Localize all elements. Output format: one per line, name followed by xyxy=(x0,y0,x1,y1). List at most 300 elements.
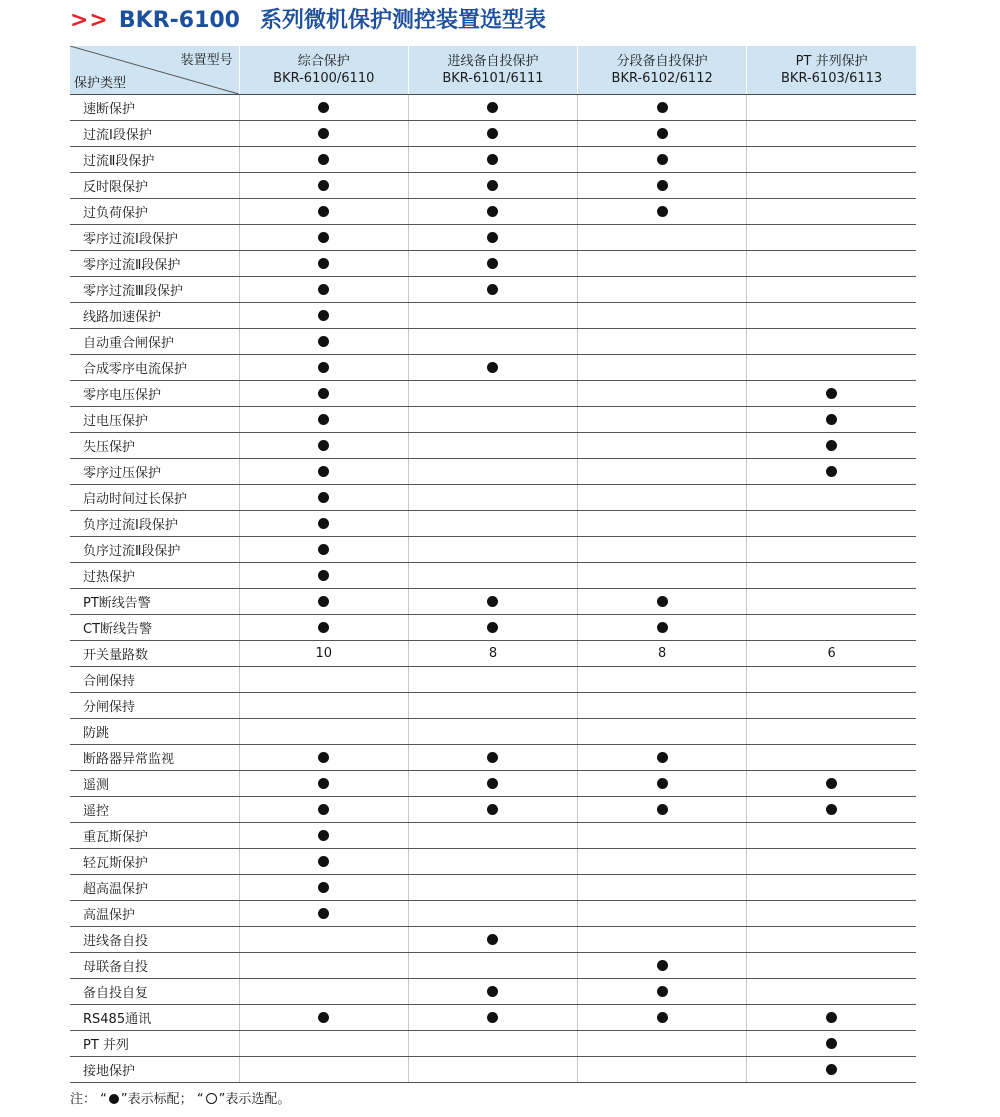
table-cell xyxy=(578,329,747,355)
table-cell xyxy=(747,121,916,147)
standard-dot-icon xyxy=(318,154,329,165)
table-cell xyxy=(239,95,408,121)
table-cell xyxy=(239,355,408,381)
table-cell xyxy=(239,199,408,225)
standard-dot-icon xyxy=(318,804,329,815)
table-cell xyxy=(239,589,408,615)
table-cell xyxy=(239,407,408,433)
corner-bottom-label: 保护类型 xyxy=(74,76,127,91)
table-cell xyxy=(578,381,747,407)
standard-dot-icon xyxy=(487,232,498,243)
standard-dot-icon xyxy=(318,908,329,919)
standard-dot-icon xyxy=(487,596,498,607)
table-cell xyxy=(408,797,577,823)
table-cell xyxy=(408,173,577,199)
row-label: 遥控 xyxy=(70,797,239,823)
row-label: 反时限保护 xyxy=(70,173,239,199)
standard-dot-icon xyxy=(109,1094,119,1104)
standard-dot-icon xyxy=(826,778,837,789)
table-cell xyxy=(578,485,747,511)
table-row xyxy=(70,771,916,797)
table-cell xyxy=(408,771,577,797)
row-label: 高温保护 xyxy=(70,901,239,927)
table-cell xyxy=(239,823,408,849)
table-row xyxy=(70,277,916,303)
row-label: 零序过流Ⅰ段保护 xyxy=(70,225,239,251)
row-label: 速断保护 xyxy=(70,95,239,121)
table-cell xyxy=(239,979,408,1005)
table-cell xyxy=(239,329,408,355)
row-label: 接地保护 xyxy=(70,1057,239,1083)
table-cell xyxy=(747,459,916,485)
standard-dot-icon xyxy=(318,206,329,217)
title-text: 系列微机保护测控装置选型表 xyxy=(260,8,547,33)
column-model: BKR-6101/6111 xyxy=(442,71,544,86)
row-label: 防跳 xyxy=(70,719,239,745)
table-cell xyxy=(747,199,916,225)
table-cell xyxy=(578,901,747,927)
table-row xyxy=(70,121,916,147)
table-cell xyxy=(747,589,916,615)
standard-dot-icon xyxy=(826,388,837,399)
table-cell xyxy=(578,563,747,589)
row-label: 合闸保持 xyxy=(70,667,239,693)
table-row xyxy=(70,433,916,459)
table-cell xyxy=(239,1031,408,1057)
standard-dot-icon xyxy=(657,154,668,165)
table-cell xyxy=(239,719,408,745)
standard-dot-icon xyxy=(318,388,329,399)
table-row xyxy=(70,719,916,745)
table-row xyxy=(70,797,916,823)
table-cell xyxy=(408,485,577,511)
table-cell xyxy=(747,823,916,849)
table-cell xyxy=(239,381,408,407)
standard-dot-icon xyxy=(318,440,329,451)
standard-dot-icon xyxy=(657,180,668,191)
table-cell xyxy=(578,433,747,459)
row-label: 零序过压保护 xyxy=(70,459,239,485)
corner-top-label: 装置型号 xyxy=(180,53,233,68)
table-cell xyxy=(747,1005,916,1031)
standard-dot-icon xyxy=(318,570,329,581)
table-cell xyxy=(239,251,408,277)
table-row xyxy=(70,459,916,485)
table-cell xyxy=(239,953,408,979)
table-cell xyxy=(747,511,916,537)
row-label: 断路器异常监视 xyxy=(70,745,239,771)
table-row xyxy=(70,147,916,173)
table-cell xyxy=(408,693,577,719)
table-cell xyxy=(408,875,577,901)
table-cell xyxy=(578,641,747,667)
note-prefix: 注： xyxy=(70,1092,97,1107)
cell-value: 10 xyxy=(315,646,333,661)
table-cell xyxy=(578,407,747,433)
table-cell xyxy=(239,563,408,589)
row-label: 失压保护 xyxy=(70,433,239,459)
table-cell xyxy=(747,173,916,199)
standard-dot-icon xyxy=(318,466,329,477)
table-cell xyxy=(578,147,747,173)
title-model: BKR-6100 xyxy=(118,8,240,33)
table-cell xyxy=(747,433,916,459)
table-row xyxy=(70,745,916,771)
table-cell xyxy=(408,537,577,563)
table-cell xyxy=(408,1005,577,1031)
table-row xyxy=(70,173,916,199)
table-cell xyxy=(578,719,747,745)
row-label: 负序过流Ⅱ段保护 xyxy=(70,537,239,563)
table-cell xyxy=(578,355,747,381)
row-label: 开关量路数 xyxy=(70,641,239,667)
table-cell xyxy=(747,407,916,433)
table-row xyxy=(70,589,916,615)
standard-dot-icon xyxy=(487,1012,498,1023)
table-cell xyxy=(747,745,916,771)
table-row xyxy=(70,95,916,121)
standard-dot-icon xyxy=(318,102,329,113)
row-label: 过电压保护 xyxy=(70,407,239,433)
table-row xyxy=(70,1057,916,1083)
table-cell xyxy=(747,875,916,901)
row-label: 零序过流Ⅲ段保护 xyxy=(70,277,239,303)
table-cell xyxy=(747,277,916,303)
standard-dot-icon xyxy=(487,622,498,633)
column-header xyxy=(408,46,577,95)
standard-dot-icon xyxy=(657,986,668,997)
table-cell xyxy=(239,303,408,329)
table-cell xyxy=(747,641,916,667)
table-cell xyxy=(747,953,916,979)
table-cell xyxy=(747,615,916,641)
row-label: PT 并列 xyxy=(70,1031,239,1057)
table-cell xyxy=(408,849,577,875)
row-label: 线路加速保护 xyxy=(70,303,239,329)
table-cell xyxy=(578,667,747,693)
cell-value: 8 xyxy=(658,646,667,661)
table-cell xyxy=(408,1057,577,1083)
table-cell xyxy=(578,615,747,641)
row-label: 合成零序电流保护 xyxy=(70,355,239,381)
table-cell xyxy=(578,537,747,563)
standard-dot-icon xyxy=(826,1012,837,1023)
table-cell xyxy=(578,875,747,901)
standard-dot-icon xyxy=(318,128,329,139)
table-cell xyxy=(239,511,408,537)
table-cell xyxy=(578,225,747,251)
table-cell xyxy=(408,277,577,303)
row-label: 过流Ⅱ段保护 xyxy=(70,147,239,173)
table-cell xyxy=(747,563,916,589)
table-cell xyxy=(578,797,747,823)
table-cell xyxy=(578,277,747,303)
standard-dot-icon xyxy=(318,362,329,373)
table-cell xyxy=(578,693,747,719)
standard-dot-icon xyxy=(657,960,668,971)
standard-dot-icon xyxy=(318,882,329,893)
table-cell xyxy=(408,953,577,979)
table-cell xyxy=(239,667,408,693)
table-cell xyxy=(747,1031,916,1057)
table-row xyxy=(70,979,916,1005)
standard-dot-icon xyxy=(318,830,329,841)
table-cell xyxy=(408,95,577,121)
table-cell xyxy=(747,355,916,381)
row-label: 进线备自投 xyxy=(70,927,239,953)
standard-dot-icon xyxy=(826,440,837,451)
table-cell xyxy=(747,1057,916,1083)
table-row xyxy=(70,693,916,719)
standard-dot-icon xyxy=(318,180,329,191)
table-row xyxy=(70,225,916,251)
standard-dot-icon xyxy=(487,934,498,945)
table-cell xyxy=(239,433,408,459)
cell-value: 8 xyxy=(488,646,498,661)
table-cell xyxy=(747,485,916,511)
table-cell xyxy=(578,173,747,199)
table-cell xyxy=(747,667,916,693)
standard-dot-icon xyxy=(826,466,837,477)
column-header xyxy=(578,46,747,95)
standard-dot-icon xyxy=(318,778,329,789)
table-cell xyxy=(408,329,577,355)
table-cell xyxy=(578,251,747,277)
standard-dot-icon xyxy=(487,206,498,217)
table-cell xyxy=(578,459,747,485)
table-row xyxy=(70,511,916,537)
table-cell xyxy=(408,199,577,225)
row-label: 零序电压保护 xyxy=(70,381,239,407)
column-model: BKR-6102/6112 xyxy=(611,71,713,86)
table-cell xyxy=(578,979,747,1005)
table-cell xyxy=(408,251,577,277)
standard-dot-icon xyxy=(487,804,498,815)
table-cell xyxy=(408,303,577,329)
table-cell xyxy=(408,511,577,537)
table-cell xyxy=(578,927,747,953)
table-cell xyxy=(408,641,577,667)
standard-dot-icon xyxy=(487,986,498,997)
row-label: 轻瓦斯保护 xyxy=(70,849,239,875)
standard-dot-icon xyxy=(318,752,329,763)
table-cell xyxy=(239,1005,408,1031)
table-cell xyxy=(408,901,577,927)
standard-dot-icon xyxy=(318,518,329,529)
standard-dot-icon xyxy=(318,258,329,269)
table-cell xyxy=(408,121,577,147)
table-cell xyxy=(578,1057,747,1083)
table-cell xyxy=(747,771,916,797)
table-cell xyxy=(578,823,747,849)
row-label: 过流Ⅰ段保护 xyxy=(70,121,239,147)
column-name: 综合保护 xyxy=(297,54,350,69)
standard-dot-icon xyxy=(657,102,668,113)
row-label: RS485通讯 xyxy=(70,1005,239,1031)
table-cell xyxy=(747,381,916,407)
column-name: 分段备自投保护 xyxy=(616,54,708,69)
table-cell xyxy=(239,901,408,927)
table-cell xyxy=(408,589,577,615)
standard-dot-icon xyxy=(657,596,668,607)
standard-dot-icon xyxy=(487,258,498,269)
optional-circle-icon xyxy=(206,1093,217,1104)
standard-dot-icon xyxy=(657,778,668,789)
table-row xyxy=(70,953,916,979)
row-label: CT断线告警 xyxy=(70,615,239,641)
table-cell xyxy=(578,771,747,797)
standard-dot-icon xyxy=(487,284,498,295)
standard-dot-icon xyxy=(487,752,498,763)
row-label: 自动重合闸保护 xyxy=(70,329,239,355)
table-cell xyxy=(578,121,747,147)
table-row xyxy=(70,199,916,225)
selection-table xyxy=(70,46,916,1083)
table-cell xyxy=(239,875,408,901)
table-cell xyxy=(578,95,747,121)
note-optional: 表示选配。 xyxy=(225,1092,291,1107)
table-row xyxy=(70,303,916,329)
row-label: 过热保护 xyxy=(70,563,239,589)
table-cell xyxy=(408,563,577,589)
table-cell xyxy=(239,1057,408,1083)
table-row xyxy=(70,329,916,355)
row-label: 启动时间过长保护 xyxy=(70,485,239,511)
standard-dot-icon xyxy=(826,1038,837,1049)
table-cell xyxy=(239,121,408,147)
row-label: 母联备自投 xyxy=(70,953,239,979)
table-cell xyxy=(239,173,408,199)
table-cell xyxy=(578,199,747,225)
standard-dot-icon xyxy=(487,778,498,789)
table-cell xyxy=(578,1005,747,1031)
standard-dot-icon xyxy=(826,1064,837,1075)
table-row xyxy=(70,251,916,277)
standard-dot-icon xyxy=(487,180,498,191)
table-row xyxy=(70,849,916,875)
table-row xyxy=(70,823,916,849)
row-label: 遥测 xyxy=(70,771,239,797)
corner-header xyxy=(70,46,239,95)
table-cell xyxy=(239,849,408,875)
table-cell xyxy=(747,95,916,121)
table-cell xyxy=(747,979,916,1005)
table-cell xyxy=(747,797,916,823)
standard-dot-icon xyxy=(487,362,498,373)
row-label: 备自投自复 xyxy=(70,979,239,1005)
table-cell xyxy=(239,459,408,485)
table-cell xyxy=(578,745,747,771)
table-cell xyxy=(408,459,577,485)
table-cell xyxy=(578,953,747,979)
column-name: 进线备自投保护 xyxy=(447,54,539,69)
table-row xyxy=(70,1031,916,1057)
table-cell xyxy=(747,225,916,251)
title-arrows: >> xyxy=(70,8,109,33)
standard-dot-icon xyxy=(487,128,498,139)
standard-dot-icon xyxy=(826,804,837,815)
standard-dot-icon xyxy=(318,622,329,633)
row-label: 零序过流Ⅱ段保护 xyxy=(70,251,239,277)
table-cell xyxy=(578,303,747,329)
page-title xyxy=(70,4,546,38)
table-cell xyxy=(747,147,916,173)
table-body xyxy=(70,95,916,1083)
table-cell xyxy=(747,719,916,745)
standard-dot-icon xyxy=(318,310,329,321)
standard-dot-icon xyxy=(657,752,668,763)
table-cell xyxy=(747,849,916,875)
table-cell xyxy=(408,667,577,693)
table-row xyxy=(70,641,916,667)
table-cell xyxy=(747,251,916,277)
column-header xyxy=(239,46,408,95)
standard-dot-icon xyxy=(318,856,329,867)
table-cell xyxy=(239,745,408,771)
standard-dot-icon xyxy=(318,596,329,607)
standard-dot-icon xyxy=(318,414,329,425)
standard-dot-icon xyxy=(487,102,498,113)
table-cell xyxy=(408,719,577,745)
table-cell xyxy=(578,511,747,537)
table-row xyxy=(70,875,916,901)
table-cell xyxy=(239,225,408,251)
table-cell xyxy=(408,979,577,1005)
table-cell xyxy=(747,901,916,927)
table-cell xyxy=(747,927,916,953)
standard-dot-icon xyxy=(318,336,329,347)
table-cell xyxy=(239,771,408,797)
column-header xyxy=(747,46,916,95)
cell-value: 6 xyxy=(827,646,836,661)
table-cell xyxy=(747,537,916,563)
table-cell xyxy=(408,225,577,251)
standard-dot-icon xyxy=(318,544,329,555)
table-cell xyxy=(239,641,408,667)
table-cell xyxy=(408,407,577,433)
table-row xyxy=(70,355,916,381)
table-cell xyxy=(239,485,408,511)
table-row xyxy=(70,537,916,563)
table-cell xyxy=(408,433,577,459)
standard-dot-icon xyxy=(318,232,329,243)
table-cell xyxy=(408,147,577,173)
table-cell xyxy=(239,927,408,953)
standard-dot-icon xyxy=(487,154,498,165)
table-row xyxy=(70,667,916,693)
standard-dot-icon xyxy=(318,1012,329,1023)
table-cell xyxy=(408,927,577,953)
row-label: 重瓦斯保护 xyxy=(70,823,239,849)
table-row xyxy=(70,381,916,407)
standard-dot-icon xyxy=(657,206,668,217)
table-cell xyxy=(747,303,916,329)
table-row xyxy=(70,1005,916,1031)
table-cell xyxy=(408,355,577,381)
table-cell xyxy=(239,693,408,719)
table-row xyxy=(70,615,916,641)
standard-dot-icon xyxy=(318,492,329,503)
table-header-row xyxy=(70,46,916,95)
table-cell xyxy=(578,849,747,875)
table-cell xyxy=(747,329,916,355)
row-label: 过负荷保护 xyxy=(70,199,239,225)
table-row xyxy=(70,901,916,927)
table-cell xyxy=(578,589,747,615)
table-row xyxy=(70,927,916,953)
column-model: BKR-6103/6113 xyxy=(781,71,883,86)
table-cell xyxy=(747,693,916,719)
